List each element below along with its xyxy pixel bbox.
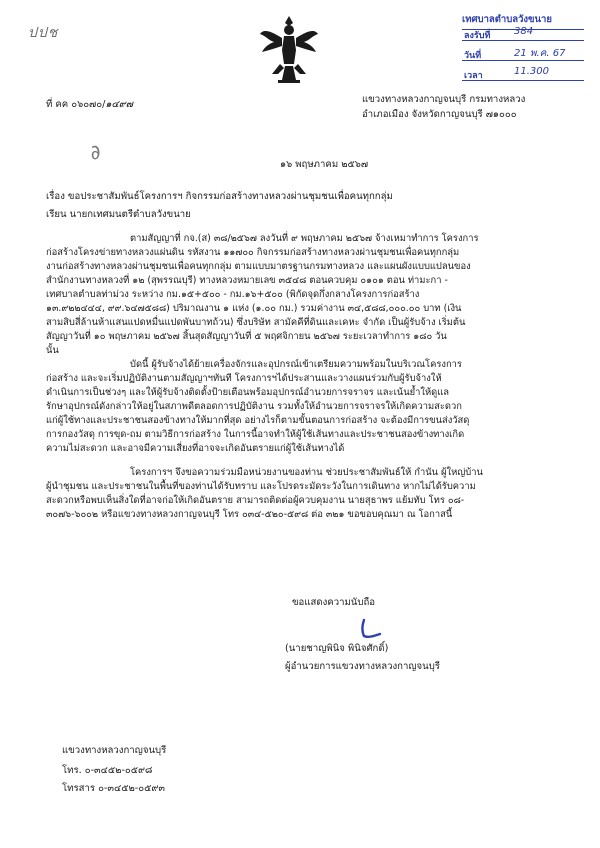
recipient-line: เรียน นายกเทศมนตรีตำบลวังขนาย (46, 209, 191, 220)
body-text-line: ดำเนินการเป็นช่วงๆ และให้ผู้รับจ้างติดตั้งป้ายเตือนพร้อมอุปกรณ์อำนวยการจราจร และเน้นย้ำให้ดูแล (46, 387, 450, 398)
body-text-line: สำนักงานทางหลวงที่ ๑๒ (สุพรรณบุรี) ทางหลวงหมายเลข ๓๕๔๘ ตอนควบคุม ๐๑๐๑ ตอน ท่ามะกา - (46, 275, 448, 286)
pencil-scribble: ∂ (87, 139, 103, 165)
body-text-line: สัญญาวันที่ ๑๐ พฤษภาคม ๒๕๖๗ สิ้นสุดสัญญาวันที่ ๕ พฤศจิกายน ๒๕๖๗ ระยะเวลาทำการ ๑๘๐ วัน (46, 331, 447, 342)
garuda-emblem-icon (258, 14, 320, 86)
stamp-value: 11.300 (514, 66, 549, 77)
received-stamp (462, 12, 584, 86)
stamp-row (462, 28, 584, 41)
body-text-line: งานก่อสร้างทางหลวงผ่านชุมชนเพื่อคนทุกกลุ่ม ตามแบบมาตรฐานกรมทางหลวง และแผนผังแบบแปลนของ (46, 261, 471, 272)
reference-number (46, 98, 133, 111)
stamp-row (462, 48, 584, 61)
body-text-line: ๑๓.๙๒๒๔๔๔, ๙๙.๖๔๗๕๘๘) ปริมาณงาน ๑ แห่ง (๑.๐๐ กม.) รวมค่างาน ๓๔,๕๘๘,๐๐๐.๐๐ บาท (เงิน (46, 303, 462, 314)
stamp-label: วันที่ (464, 51, 482, 61)
body-text-line: ก่อสร้าง และจะเริ่มปฏิบัติงานตามสัญญาฯทันที โครงการฯได้ประสานและวางแผนร่วมกับผู้รับจ้างให้ (46, 373, 442, 384)
stamp-label: เวลา (464, 71, 483, 81)
sender-address-line: อำเภอเมือง จังหวัดกาญจนบุรี ๗๑๐๐๐ (362, 109, 517, 120)
body-text-line: รักษาอุปกรณ์ดังกล่าวให้อยู่ในสภาพดีตลอดการปฏิบัติงาน รวมทั้งให้อำนวยการจราจรให้เกิดความสะดวก (46, 401, 462, 412)
stamp-row (462, 68, 584, 81)
handwritten-mark: ปปช (28, 25, 59, 41)
stamp-label: ลงรับที่ (464, 31, 491, 41)
body-text-line: โครงการฯ จึงขอความร่วมมือหน่วยงานของท่าน ช่วยประชาสัมพันธ์ให้ กำนัน ผู้ใหญ่บ้าน (130, 467, 483, 478)
footer-phone: โทร. ๐-๓๔๕๒-๐๕๙๘ (62, 765, 153, 776)
body-text-line: การกองวัสดุ การขุด-ถม ตามวิธีการก่อสร้าง ในการนี้อาจทำให้ผู้ใช้เส้นทางและประชาชนสองข้างทางเกิด (46, 429, 465, 440)
stamp-title: เทศบาลตำบลวังขนาย (462, 12, 584, 30)
body-text-line: สะดวกหรือพบเห็นสิ่งใดที่อาจก่อให้เกิดอันตราย สามารถติดต่อผู้ควบคุมงาน นายสุธาพร แย้มทับ โทร ๐๘- (46, 495, 465, 506)
reference-prefix: ที่ คค ๐๖๐๗๐/ (46, 99, 106, 110)
body-text-line: สามสิบสี่ล้านห้าแสนแปดหมื่นแปดพันบาทถ้วน) ซึ่งบริษัท สามัคคีที่ดินและเคหะ จำกัด เป็นผู้รับจ้าง เริ่มต้น (46, 317, 466, 328)
footer-office: แขวงทางหลวงกาญจนบุรี (62, 745, 167, 756)
reference-handwritten-number: ๑๔๙๗ (105, 99, 133, 110)
closing-text: ขอแสดงความนับถือ (292, 597, 376, 608)
body-text-line: ผู้นำชุมชน และประชาชนในพื้นที่ของท่านได้รับทราบ และโปรดระมัดระวังในการเดินทาง หากไม่ได้รับความ (46, 481, 476, 492)
body-text-line: บัดนี้ ผู้รับจ้างได้ย้ายเครื่องจักรและอุปกรณ์เข้าเตรียมความพร้อมในบริเวณโครงการ (130, 359, 462, 370)
body-text-line: ๓๐๗๖-๖๐๐๒ หรือแขวงทางหลวงกาญจนบุรี โทร ๐๓๔-๕๒๐-๕๙๘ ต่อ ๓๒๑ ขอขอบคุณมา ณ โอกาสนี้ (46, 509, 453, 520)
signer-position: ผู้อำนวยการแขวงทางหลวงกาญจนบุรี (285, 661, 440, 672)
subject-line: เรื่อง ขอประชาสัมพันธ์โครงการฯ กิจกรรมก่อสร้างทางหลวงผ่านชุมชนเพื่อคนทุกกลุ่ม (46, 191, 393, 202)
sender-address-line: แขวงทางหลวงกาญจนบุรี กรมทางหลวง (362, 94, 526, 105)
stamp-value: 21 พ.ค. 67 (514, 48, 566, 59)
body-text-line: ความไม่สะดวก และอาจมีความเสี่ยงที่อาจจะเกิดอันตรายแก่ผู้ใช้เส้นทางได้ (46, 443, 345, 454)
body-text-line: ก่อสร้างโครงข่ายทางหลวงแผ่นดิน รหัสงาน ๑๑๗๐๐ กิจกรรมก่อสร้างทางหลวงผ่านชุมชนเพื่อคนทุกกลุ่ม (46, 247, 460, 258)
body-text-line: นั้น (46, 345, 59, 356)
stamp-value: 384 (514, 26, 534, 37)
signature-mark-icon (358, 618, 384, 640)
body-text-line: แก่ผู้ใช้ทางและประชาชนสองข้างทางให้มากที่สุด อย่างไรก็ตามขั้นตอนการก่อสร้าง จะต้องมีการขนส่งวัสดุ (46, 415, 470, 426)
letter-date: ๑๖ พฤษภาคม ๒๕๖๗ (280, 159, 369, 170)
footer-fax: โทรสาร ๐-๓๔๕๒-๐๕๙๓ (62, 783, 165, 794)
body-text-line: ตามสัญญาที่ กจ.(ส) ๓๘/๒๕๖๗ ลงวันที่ ๙ พฤษภาคม ๒๕๖๗ จ้างเหมาทำการ โครงการ (130, 233, 479, 244)
body-text-line: เทศบาลตำบลท่าม่วง ระหว่าง กม.๑๕+๕๐๐ - กม.๑๖+๕๐๐ (พิกัดจุดกึ่งกลางโครงการก่อสร้าง (46, 289, 420, 300)
signer-name: (นายชาญพินิจ พินิจศักดิ์) (285, 643, 389, 654)
